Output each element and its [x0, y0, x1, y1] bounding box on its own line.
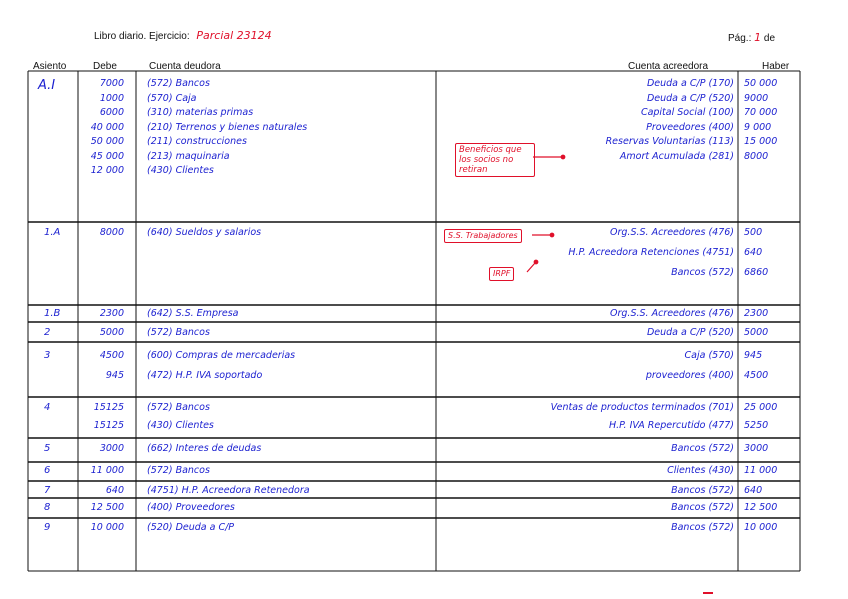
credit-amount: 25 000 [744, 402, 778, 413]
debit-amount: 4500 [99, 350, 124, 361]
debit-account: (310) materias primas [147, 107, 254, 118]
debit-amount: 1000 [99, 92, 124, 104]
debit-account: (642) S.S. Empresa [147, 308, 239, 319]
debit-account: (4751) H.P. Acreedora Retenedora [147, 485, 310, 496]
credit-account: Bancos (572) [671, 522, 734, 533]
debit-amount: 12 000 [90, 165, 124, 176]
credit-amount: 5000 [744, 327, 769, 338]
debit-account: (640) Sueldos y salarios [147, 227, 262, 238]
debit-amount: 15125 [93, 402, 124, 413]
credit-account: Amort Acumulada (281) [619, 150, 734, 162]
col-asiento: Asiento [33, 61, 67, 72]
debit-amount: 6000 [99, 107, 124, 118]
entry-number: A.I [38, 78, 56, 93]
credit-amount: 5250 [744, 419, 769, 431]
credit-amount: 15 000 [744, 136, 778, 147]
entry-number: 2 [44, 327, 51, 338]
entry-number: 4 [44, 402, 51, 413]
debit-account: (430) Clientes [147, 419, 214, 431]
debit-account: (662) Interes de deudas [147, 443, 262, 454]
debit-account: (570) Caja [147, 92, 197, 104]
entry-number: 8 [44, 502, 51, 513]
credit-amount: 11 000 [744, 465, 778, 476]
credit-account: Bancos (572) [671, 267, 734, 278]
debit-account: (472) H.P. IVA soportado [147, 370, 263, 381]
debit-account: (213) maquinaria [147, 150, 230, 162]
credit-account: H.P. IVA Repercutido (477) [608, 419, 734, 431]
debit-account: (210) Terrenos y bienes naturales [147, 121, 308, 133]
credit-amount: 3000 [744, 443, 769, 454]
credit-amount: 945 [744, 350, 763, 361]
credit-account: Clientes (430) [667, 465, 734, 476]
col-deudora: Cuenta deudora [149, 61, 221, 72]
credit-amount: 640 [744, 485, 763, 496]
col-haber: Haber [762, 61, 790, 72]
credit-account: Bancos (572) [671, 485, 734, 496]
debit-amount: 11 000 [90, 465, 124, 476]
credit-account: Reservas Voluntarias (113) [605, 136, 734, 147]
credit-account: Deuda a C/P (520) [646, 92, 734, 104]
credit-amount: 50 000 [744, 78, 778, 89]
credit-amount: 9 000 [744, 121, 772, 133]
col-debe: Debe [93, 61, 117, 72]
note-reservas-text: Beneficios que los socios no retiran [459, 145, 522, 175]
debit-amount: 8000 [99, 227, 124, 238]
debit-amount: 12 500 [90, 502, 124, 513]
credit-account: Deuda a C/P (170) [646, 78, 734, 89]
debit-account: (572) Bancos [147, 465, 210, 476]
debit-account: (572) Bancos [147, 78, 210, 89]
entry-number: 1.A [44, 227, 61, 238]
debit-amount: 945 [105, 370, 124, 381]
credit-account: proveedores (400) [645, 370, 734, 381]
credit-amount: 10 000 [744, 522, 778, 533]
credit-account: Proveedores (400) [646, 121, 734, 133]
debit-amount: 7000 [99, 78, 124, 89]
credit-account: Caja (570) [684, 350, 734, 361]
debit-account: (400) Proveedores [147, 502, 235, 513]
debit-amount: 50 000 [90, 136, 124, 147]
credit-account: Bancos (572) [671, 443, 734, 454]
credit-amount: 8000 [744, 150, 769, 162]
page-label: Pág.: [728, 33, 752, 44]
debit-amount: 45 000 [90, 150, 124, 162]
entry-number: 5 [44, 443, 51, 454]
debit-amount: 40 000 [90, 121, 124, 133]
page-suffix: de [763, 33, 776, 44]
page-number: 1 [754, 31, 762, 44]
credit-amount: 640 [744, 247, 763, 258]
credit-amount: 4500 [744, 370, 769, 381]
entry-number: 1.B [44, 308, 61, 319]
col-acreedora: Cuenta acreedora [628, 61, 709, 72]
credit-account: Deuda a C/P (520) [646, 327, 734, 338]
debit-account: (520) Deuda a C/P [147, 522, 235, 533]
exercise-name: Parcial 23124 [196, 29, 272, 42]
debit-amount: 15125 [93, 419, 124, 431]
credit-amount: 9000 [744, 92, 769, 104]
debit-account: (600) Compras de mercaderias [147, 350, 296, 361]
note-ss-text: S.S. Trabajadores [448, 231, 518, 240]
credit-amount: 70 000 [744, 107, 778, 118]
entry-number: 7 [44, 485, 51, 496]
credit-amount: 2300 [744, 308, 769, 319]
debit-account: (572) Bancos [147, 402, 210, 413]
credit-amount: 6860 [744, 267, 769, 278]
debit-amount: 2300 [99, 308, 124, 319]
credit-account: Org.S.S. Acreedores (476) [610, 227, 734, 238]
debit-account: (430) Clientes [147, 165, 214, 176]
debit-amount: 3000 [99, 443, 124, 454]
credit-amount: 500 [744, 227, 763, 238]
entry-number: 6 [44, 465, 51, 476]
debit-account: (572) Bancos [147, 327, 210, 338]
debit-account: (211) construcciones [147, 136, 247, 147]
entry-number: 3 [44, 350, 51, 361]
entry-number: 9 [44, 522, 51, 533]
credit-account: Bancos (572) [671, 502, 734, 513]
credit-amount: 12 500 [744, 502, 778, 513]
credit-account: H.P. Acreedora Retenciones (4751) [568, 247, 734, 258]
note-irpf-text: IRPF [493, 269, 511, 278]
debit-amount: 10 000 [90, 522, 124, 533]
debit-amount: 640 [105, 485, 124, 496]
title-prefix: Libro diario. Ejercicio: [94, 31, 190, 42]
credit-account: Capital Social (100) [640, 107, 734, 118]
credit-account: Org.S.S. Acreedores (476) [610, 308, 734, 319]
debit-amount: 5000 [99, 327, 124, 338]
credit-account: Ventas de productos terminados (701) [550, 402, 734, 413]
